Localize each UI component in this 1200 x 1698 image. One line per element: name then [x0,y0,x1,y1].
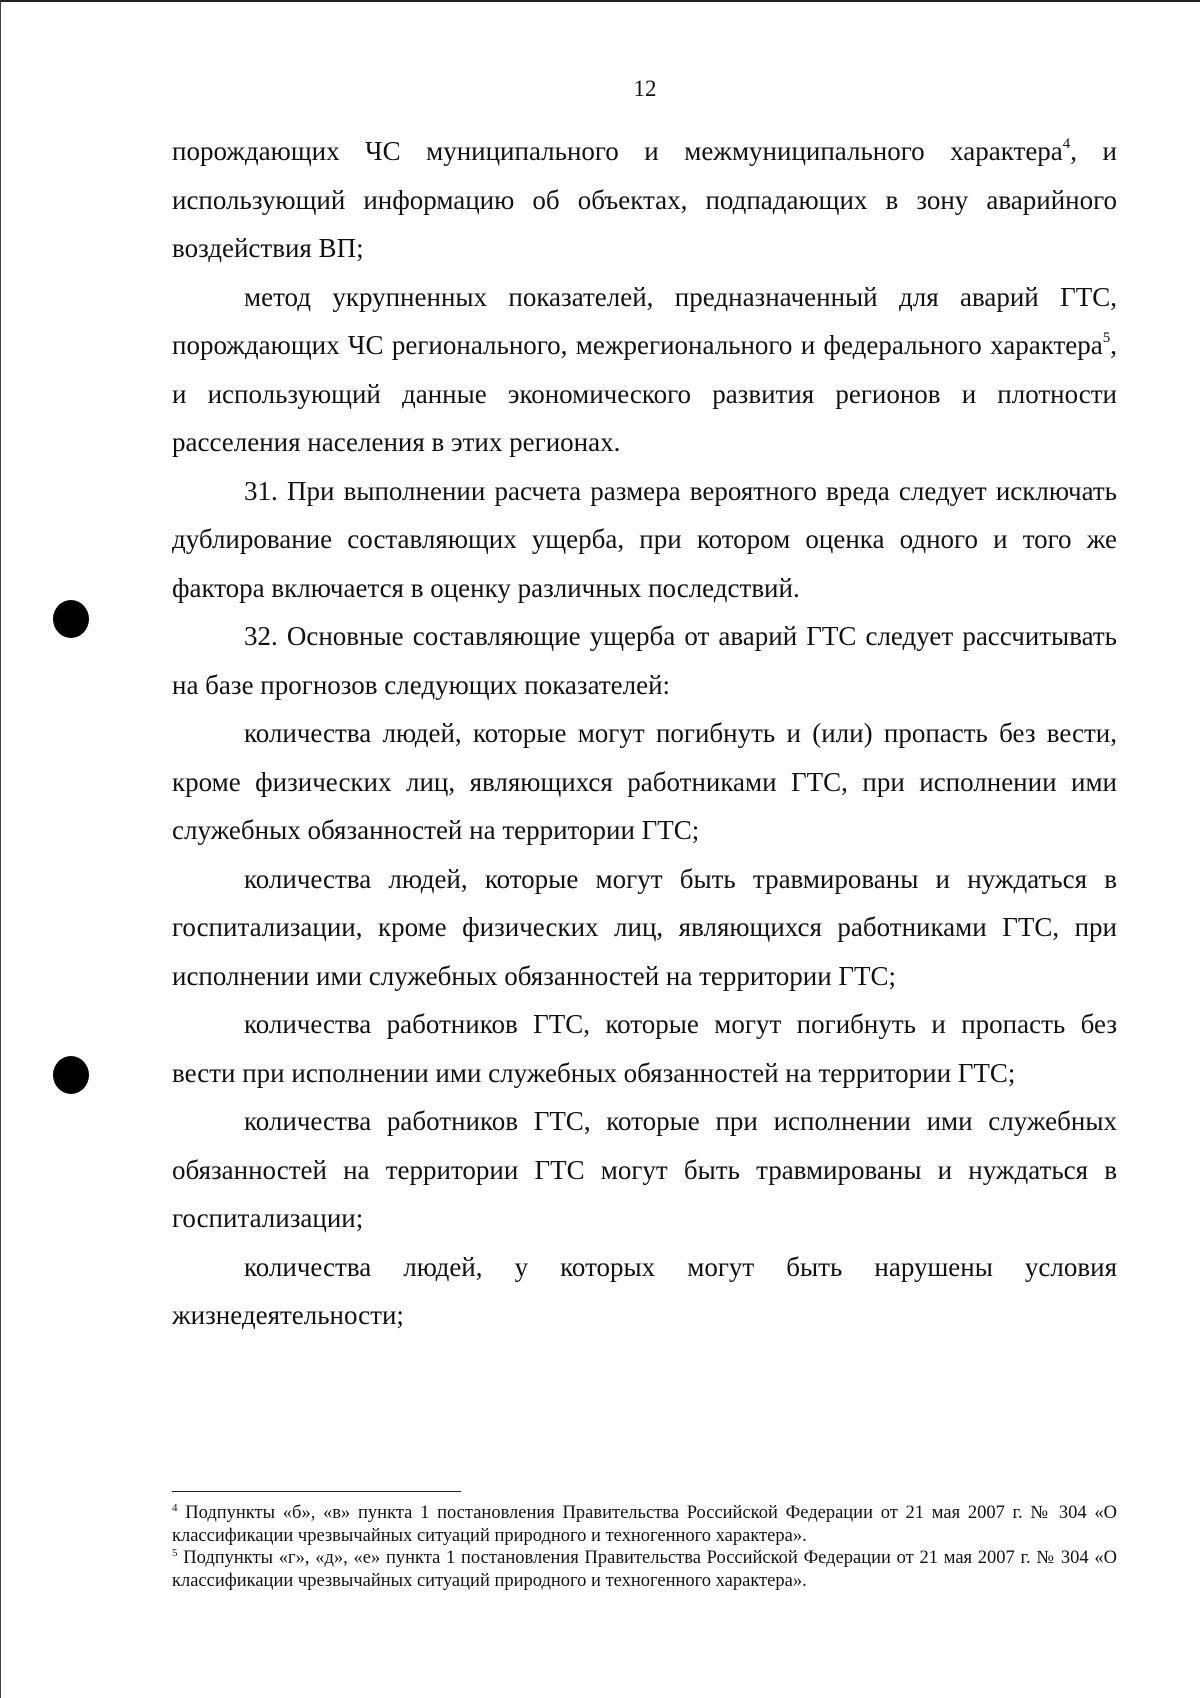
punch-hole-mark [53,1056,89,1094]
paragraph-item-32: 32. Основные составляющие ущерба от аварий ГТС следует рассчитывать на базе прогнозов следующих показателей: [172,621,1117,700]
footnote-mark: 5 [172,1547,178,1559]
footnotes [172,1502,1117,1592]
punch-hole-mark [53,600,89,638]
list-item: количества работников ГТС, которые при исполнении ими служебных обязанностей на территории ГТС могут быть травмированы и нуждаться в госпитализации; [172,1106,1117,1233]
list-item: количества людей, у которых могут быть нарушены условия жизнедеятельности; [172,1251,1117,1330]
footnote-ref: 4 [1062,136,1071,152]
footnote-ref: 5 [1102,330,1111,346]
paragraph: порождающих ЧС муниципального и межмуниципального характера$^4$, и использующий информацию об объектах, подпадающих в зону аварийного воздействия ВП; [172,136,1117,263]
footnote: $^4$ Подпункты «б», «в» пункта 1 постановления Правительства Российской Федерации от 21 мая 2007 г. № 304 «О классификации чрезвычайных ситуаций природного и техногенного характера». [172,1502,1118,1546]
footnote-mark: 4 [172,1502,178,1514]
footnote: $^5$ Подпункты «г», «д», «е» пункта 1 постановления Правительства Российской Федерации от 21 мая 2007 г. № 304 «О классификации чрезвычайных ситуаций природного и техногенного характера». [172,1547,1118,1591]
list-item: количества работников ГТС, которые могут погибнуть и пропасть без вести при исполнении ими служебных обязанностей на территории ГТС; [172,1009,1117,1088]
paragraph: метод укрупненных показателей, предназначенный для аварий ГТС, порождающих ЧС регионального, межрегионального и федерального характера$^5$, и использующий данные экономического развития регионов и плотности расселения населения в этих регионах. [172,281,1117,457]
list-item: количества людей, которые могут погибнуть и (или) пропасть без вести, кроме физических лиц, являющихся работниками ГТС, при исполнении ими служебных обязанностей на территории ГТС; [172,718,1117,845]
list-item: количества людей, которые могут быть травмированы и нуждаться в госпитализации, кроме физических лиц, являющихся работниками ГТС, при исполнении ими служебных обязанностей на территории ГТС; [172,863,1117,991]
page-number: 12 [633,76,657,101]
paragraph-item-31: 31. При выполнении расчета размера вероятного вреда следует исключать дублирование составляющих ущерба, при котором оценка одного и того же фактора включается в оценку различных последствий. [172,475,1117,603]
footnote-separator [172,1491,461,1492]
body-text [172,127,1117,1340]
